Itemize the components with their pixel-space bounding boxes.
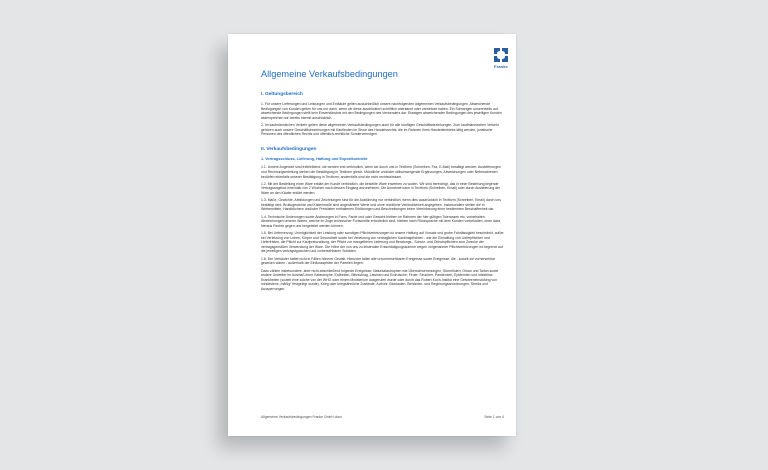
franke-logo-icon [492,46,510,64]
footer-page-number: Seite 1 von 4 [484,415,504,419]
franke-logo [490,46,512,69]
paragraph: 1. Für unsere Lieferungen und Leistungen und Entkäufe gelten ausschließlich unsere nachfolgenden allgemeinen Verkaufsbedingungen. Abweichende Bedingungen von Kunden gelten für uns nur dann, wenn wir diese ausdrücklich schriftlich anerkannt oder vereinbart haben. Ein Schweigen unsererseits auf abweichende Bedingungen stellt kein Einverständnis mit den Bedingungen des Verwenders dar. Etwaigen abweichenden Bedingungen des jeweiligen Kunden widersprechen wir bereits hiermit ausdrücklich. [261,102,502,120]
section-heading-geltungsbereich: I. Geltungsbereich [261,92,303,97]
document-title: Allgemeine Verkaufsbedingungen [261,69,398,79]
logo-text: Franke [494,64,508,69]
document-body [261,89,504,294]
subsection-heading: 1. Vertragsschluss, Lieferung, Haftung und Exportkontrolle [261,157,368,162]
paragraph: 1.2. Mit der Bestellung einer Ware erklärt der Kunde verbindlich, die bestellte Ware erwerben zu wollen. Wir sind berechtigt, das in einer Bestellung liegende Vertragsangebot innerhalb von 2 Wochen nach dessen Eingang anzunehmen. Die Annahme kann in Textform (Schreiben, Email) oder durch Auslieferung der Ware an den Käufer erklärt werden. [261,181,501,195]
footer-filename: Allgemeine Verkaufsbedingungen Franke GmbH.docx [261,415,342,419]
paragraph: 1.4. Technische Änderungen sowie Änderungen in Form, Farbe und oder Gewicht bleiben im Rahmen der hier gültigen Toleranzen etc. vorbehalten. Abweichungen unserer Waren, welche im Zuge technischer Fortschritte erforderlich sind, bleiben nach Rücksprache mit dem Kunden vorbehalten, ohne dass hieraus Rechte gegen uns hergeleitet werden können. [261,214,501,228]
paragraph: 1.5. Bei Lieferverzug, Unmöglichkeit der Leistung oder sonstigen Pflichtverletzungen ist unsere Haftung auf Vorsatz und grobe Fahrlässigkeit beschränkt, außer bei Verletzung von Leben, Körper und Gesundheit sowie bei Verletzung von vertraglichen Kardinalpflichten - wie die Einhaltung von Lieferpflichten und Lieferfristen, die Pflicht zur Kaufpreiszahlung, der Pflicht zur mangelfreien Lieferung und Beratungs-, Schutz- und Obhutspflichten zum Zwecke der vertragsgemäßen Verwendung der Ware. Die Höhe der von uns zu leistenden Entschädigungssumme wegen vorgenannter Pflichtverletzungen ist begrenzt auf die jeweiligen vertragstypischen und vorhersehbaren Schäden. [261,231,504,254]
paragraph: 1.6. Der Verkäufer haftet nicht in Fällen höherer Gewalt. Hierunter fallen alle unvorhersehbaren Ereignisse sowie Ereignisse, die - soweit sie vorhersehbar gewesen wären - außerhalb der Einflusssphäre der Parteien liegen. [261,256,496,266]
paragraph: Dazu zählen insbesondere, aber nicht abschließend folgende Ereignisse: Naturkatastrophen wie Überschwemmungen, Sturmfluten, Orkan und Taifun sowie andere Unwetter im Ausmaß einer Katastrophe, Erdbeben, Blitzschlag, Lawinen und Erdrutsche; Feuer, Seuchen, Pandemien, Epidemien und infektiöse Krankheiten (soweit eine solche von der WHO oder einem Ministerium ausgerufen wurde oder durch das Robert-Koch-Institut eine Gefahreneinstufung von mindestens „mäßig“ festgelegt wurde), Krieg oder kriegsähnliche Zustände, Aufruhr, Blockaden, Behörden- und Regierungsanordnungen, Streiks und Aussperrungen. [261,268,499,291]
paragraph: 1.3. Maße, Gewichte, Abbildungen und Zeichnungen sind für die Ausführung nur verbindlich, wenn dies ausdrücklich in Textform (Schreiben, Email) durch uns bestätigt wird. Bruttogewichte und Kistenmaße sind angenäherte Werte und ohne rechtliche Verbindlichkeit angegeben. Insbesondere stellen die in Werbemitteln, Handbüchern und/oder Preislisten enthaltenen Erklärungen und Beschreibungen keine Vereinbarung einer bestimmten Beschaffenheit dar. [261,198,501,212]
section-heading-verkaufsbedingungen: II. Verkaufsbedingungen [261,147,317,153]
paragraph: 1.1. Unsere Angebote sind freibleibend, sie werden erst verbindlich, wenn sie durch uns in Textform (Schreiben, Fax, E-Mail) bestätigt werden. Auslieferungen und Rechnungserteilung stehen der Bestätigung in Textform gleich. Mündliche und/oder stillschweigende Ergänzungen, Abweichungen oder Nebenabreden bedürfen ebenfalls unserer Bestätigung in Textform, andernfalls sind sie nicht rechtswirksam. [261,165,501,179]
page-footer [261,415,504,420]
document-page [228,34,516,436]
paragraph: 2. Im kaufmännischen Verkehr gelten diese allgemeinen Verkaufsbedingungen auch für alle künftigen Geschäftsbeziehungen. Zum kaufmännischen Verkehr gehören auch unsere Geschäftsbeziehungen mit Kaufleuten im Sinne des Handelsrechts, die im Rahmen ihres Handelsbetriebs tätig werden, juristische Personen des öffentlichen Rechts und öffentlich-rechtliche Sondervermögen. [261,122,499,137]
